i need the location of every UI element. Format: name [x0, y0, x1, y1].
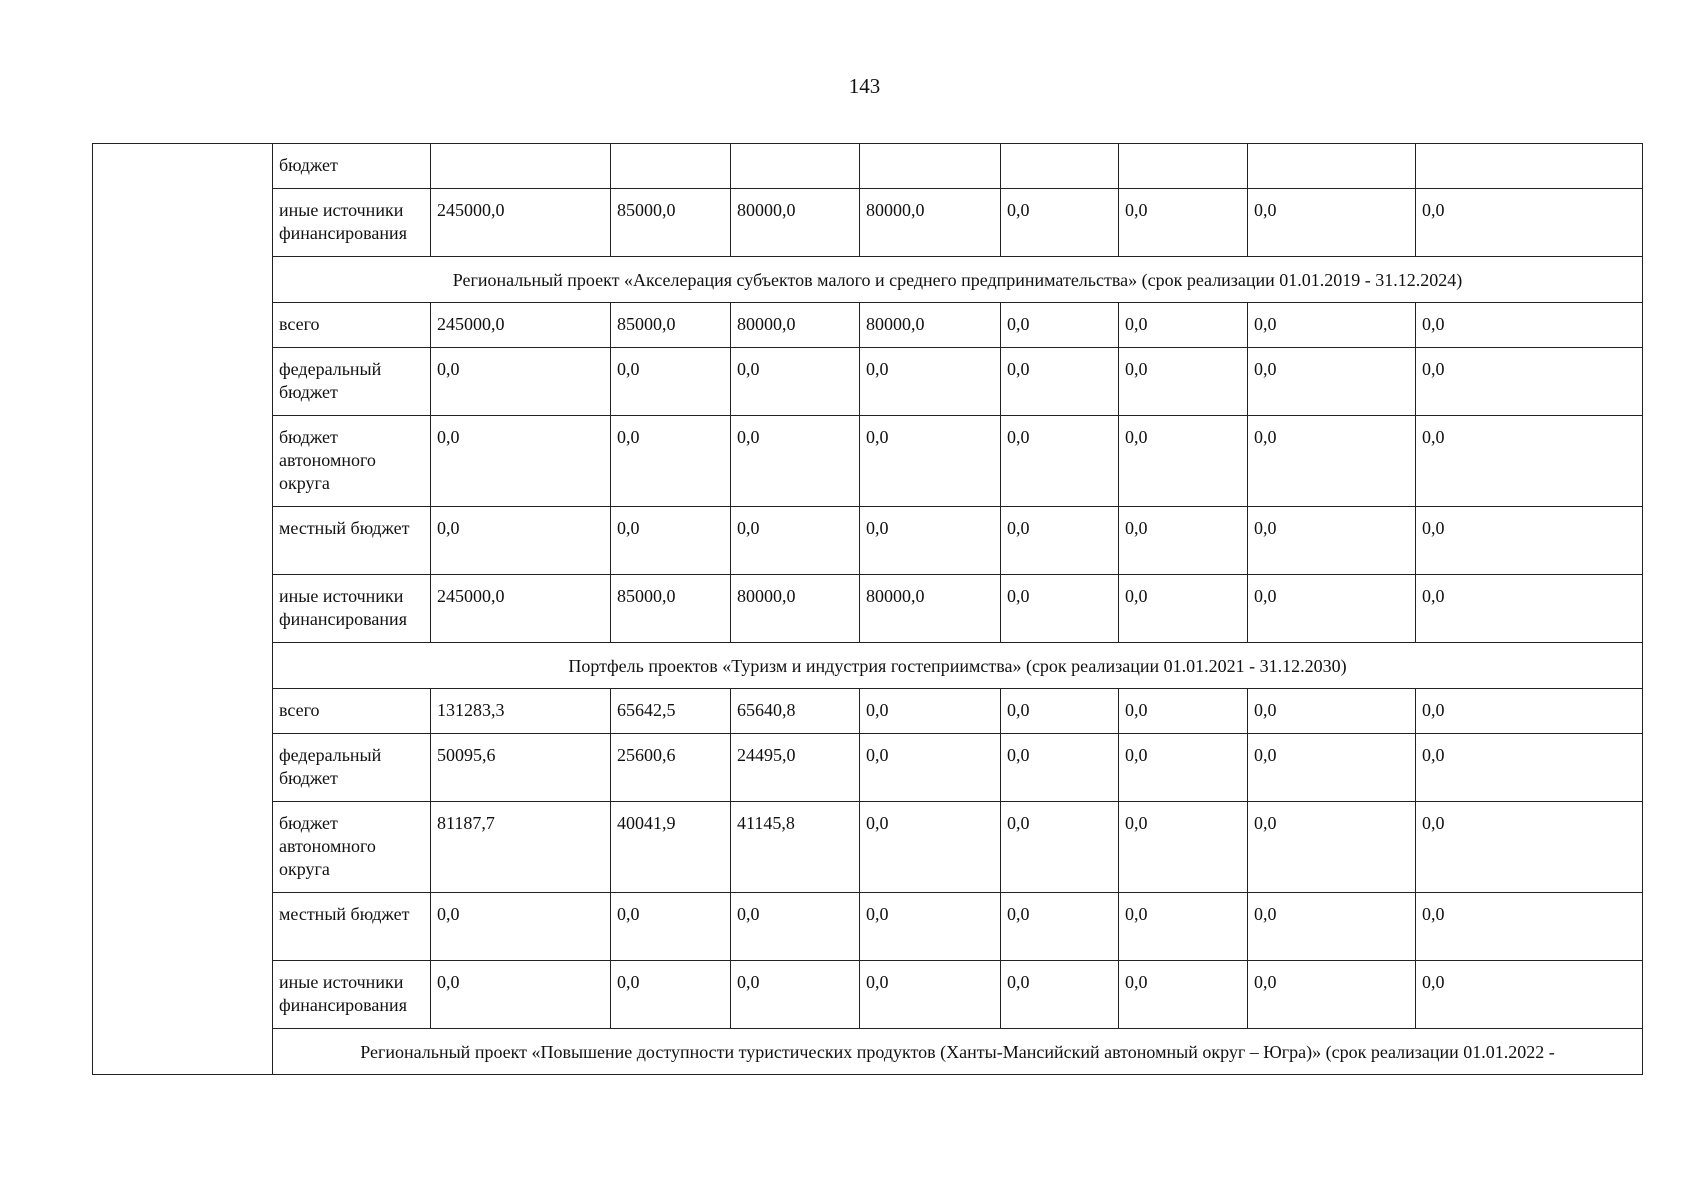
- value-cell: 0,0: [860, 348, 1001, 416]
- value-cell: 65640,8: [731, 689, 860, 734]
- table-row: [93, 893, 1643, 961]
- value-cell: 0,0: [1001, 802, 1119, 893]
- value-cell: 25600,6: [611, 734, 731, 802]
- value-cell: 0,0: [1248, 507, 1416, 575]
- value-cell: 80000,0: [731, 303, 860, 348]
- row-label: иные источники финансирования: [273, 575, 431, 643]
- value-cell: 0,0: [731, 961, 860, 1029]
- section-header-row: [93, 257, 1643, 303]
- value-cell: 0,0: [431, 348, 611, 416]
- value-cell: 0,0: [1119, 303, 1248, 348]
- section-title: Портфель проектов «Туризм и индустрия гостеприимства» (срок реализации 01.01.2021 - 31.12.2030): [273, 643, 1643, 689]
- value-cell: [431, 144, 611, 189]
- value-cell: 80000,0: [860, 189, 1001, 257]
- value-cell: 0,0: [1248, 575, 1416, 643]
- section-title: Региональный проект «Акселерация субъектов малого и среднего предпринимательства» (срок реализации 01.01.2019 - 31.12.2024): [273, 257, 1643, 303]
- value-cell: 0,0: [731, 348, 860, 416]
- value-cell: 245000,0: [431, 189, 611, 257]
- row-label: федеральный бюджет: [273, 348, 431, 416]
- row-label: всего: [273, 689, 431, 734]
- value-cell: 0,0: [860, 734, 1001, 802]
- table-row: [93, 575, 1643, 643]
- value-cell: 131283,3: [431, 689, 611, 734]
- row-label: иные источники финансирования: [273, 189, 431, 257]
- value-cell: 0,0: [860, 802, 1001, 893]
- value-cell: 0,0: [1416, 802, 1643, 893]
- value-cell: 0,0: [1001, 961, 1119, 1029]
- value-cell: 0,0: [611, 348, 731, 416]
- value-cell: [1119, 144, 1248, 189]
- value-cell: 0,0: [1001, 893, 1119, 961]
- value-cell: 0,0: [611, 416, 731, 507]
- value-cell: 0,0: [431, 416, 611, 507]
- value-cell: 0,0: [1001, 348, 1119, 416]
- value-cell: 0,0: [1001, 303, 1119, 348]
- value-cell: 0,0: [1416, 575, 1643, 643]
- value-cell: 80000,0: [860, 303, 1001, 348]
- row-label: бюджет автономного округа: [273, 802, 431, 893]
- value-cell: 0,0: [1248, 734, 1416, 802]
- value-cell: 24495,0: [731, 734, 860, 802]
- row-label: иные источники финансирования: [273, 961, 431, 1029]
- value-cell: 0,0: [1119, 734, 1248, 802]
- value-cell: 0,0: [860, 961, 1001, 1029]
- value-cell: [860, 144, 1001, 189]
- value-cell: 0,0: [1001, 575, 1119, 643]
- value-cell: 65642,5: [611, 689, 731, 734]
- value-cell: [611, 144, 731, 189]
- value-cell: 0,0: [1248, 689, 1416, 734]
- value-cell: 245000,0: [431, 575, 611, 643]
- table-row: [93, 144, 1643, 189]
- table-row: [93, 734, 1643, 802]
- value-cell: 50095,6: [431, 734, 611, 802]
- value-cell: 0,0: [1119, 802, 1248, 893]
- table-body: [93, 144, 1643, 1075]
- value-cell: 0,0: [1119, 689, 1248, 734]
- value-cell: 0,0: [1001, 189, 1119, 257]
- value-cell: 0,0: [1416, 507, 1643, 575]
- value-cell: 0,0: [1001, 416, 1119, 507]
- value-cell: 0,0: [1416, 189, 1643, 257]
- value-cell: 0,0: [1119, 416, 1248, 507]
- section-header-row: [93, 643, 1643, 689]
- value-cell: 0,0: [1001, 734, 1119, 802]
- value-cell: [1248, 144, 1416, 189]
- row-label: федеральный бюджет: [273, 734, 431, 802]
- value-cell: 0,0: [1001, 689, 1119, 734]
- value-cell: 40041,9: [611, 802, 731, 893]
- value-cell: 85000,0: [611, 303, 731, 348]
- value-cell: 41145,8: [731, 802, 860, 893]
- value-cell: 0,0: [1416, 348, 1643, 416]
- value-cell: 0,0: [1416, 689, 1643, 734]
- table-row: [93, 189, 1643, 257]
- value-cell: 0,0: [860, 893, 1001, 961]
- page-number: 143: [848, 74, 881, 98]
- value-cell: 80000,0: [860, 575, 1001, 643]
- value-cell: 0,0: [1416, 734, 1643, 802]
- value-cell: 81187,7: [431, 802, 611, 893]
- row-label: местный бюджет: [273, 507, 431, 575]
- value-cell: 0,0: [1248, 348, 1416, 416]
- value-cell: 0,0: [1119, 575, 1248, 643]
- value-cell: 0,0: [860, 416, 1001, 507]
- value-cell: 0,0: [431, 893, 611, 961]
- blank-left-column: [93, 144, 273, 1075]
- value-cell: [1001, 144, 1119, 189]
- value-cell: 0,0: [1416, 303, 1643, 348]
- row-label: всего: [273, 303, 431, 348]
- value-cell: 0,0: [431, 961, 611, 1029]
- value-cell: 0,0: [1248, 893, 1416, 961]
- value-cell: 0,0: [1416, 416, 1643, 507]
- section-header-row: [93, 1029, 1643, 1075]
- value-cell: [731, 144, 860, 189]
- value-cell: 0,0: [611, 507, 731, 575]
- value-cell: 0,0: [1119, 507, 1248, 575]
- table-row: [93, 802, 1643, 893]
- value-cell: 0,0: [1248, 303, 1416, 348]
- table-row: [93, 689, 1643, 734]
- value-cell: 0,0: [1248, 189, 1416, 257]
- value-cell: 0,0: [1119, 893, 1248, 961]
- section-title: Региональный проект «Повышение доступности туристических продуктов (Ханты-Мансийский автономный округ – Югра)» (срок реализации 01.01.2022 -: [273, 1029, 1643, 1075]
- value-cell: 0,0: [1119, 189, 1248, 257]
- value-cell: 80000,0: [731, 189, 860, 257]
- row-label: бюджет: [273, 144, 431, 189]
- row-label: местный бюджет: [273, 893, 431, 961]
- value-cell: 0,0: [611, 893, 731, 961]
- value-cell: 85000,0: [611, 575, 731, 643]
- value-cell: 0,0: [1416, 893, 1643, 961]
- value-cell: 0,0: [860, 507, 1001, 575]
- value-cell: 0,0: [1119, 961, 1248, 1029]
- value-cell: 0,0: [1248, 961, 1416, 1029]
- table-row: [93, 416, 1643, 507]
- value-cell: [1416, 144, 1643, 189]
- value-cell: 0,0: [611, 961, 731, 1029]
- value-cell: 0,0: [1248, 416, 1416, 507]
- value-cell: 0,0: [1119, 348, 1248, 416]
- value-cell: 245000,0: [431, 303, 611, 348]
- value-cell: 0,0: [731, 893, 860, 961]
- table-row: [93, 303, 1643, 348]
- value-cell: 0,0: [860, 689, 1001, 734]
- value-cell: 0,0: [731, 416, 860, 507]
- value-cell: 0,0: [1416, 961, 1643, 1029]
- table-row: [93, 961, 1643, 1029]
- row-label: бюджет автономного округа: [273, 416, 431, 507]
- value-cell: 85000,0: [611, 189, 731, 257]
- value-cell: 0,0: [1248, 802, 1416, 893]
- table-row: [93, 348, 1643, 416]
- value-cell: 0,0: [431, 507, 611, 575]
- value-cell: 80000,0: [731, 575, 860, 643]
- table-row: [93, 507, 1643, 575]
- budget-table: [92, 143, 1643, 1075]
- value-cell: 0,0: [1001, 507, 1119, 575]
- value-cell: 0,0: [731, 507, 860, 575]
